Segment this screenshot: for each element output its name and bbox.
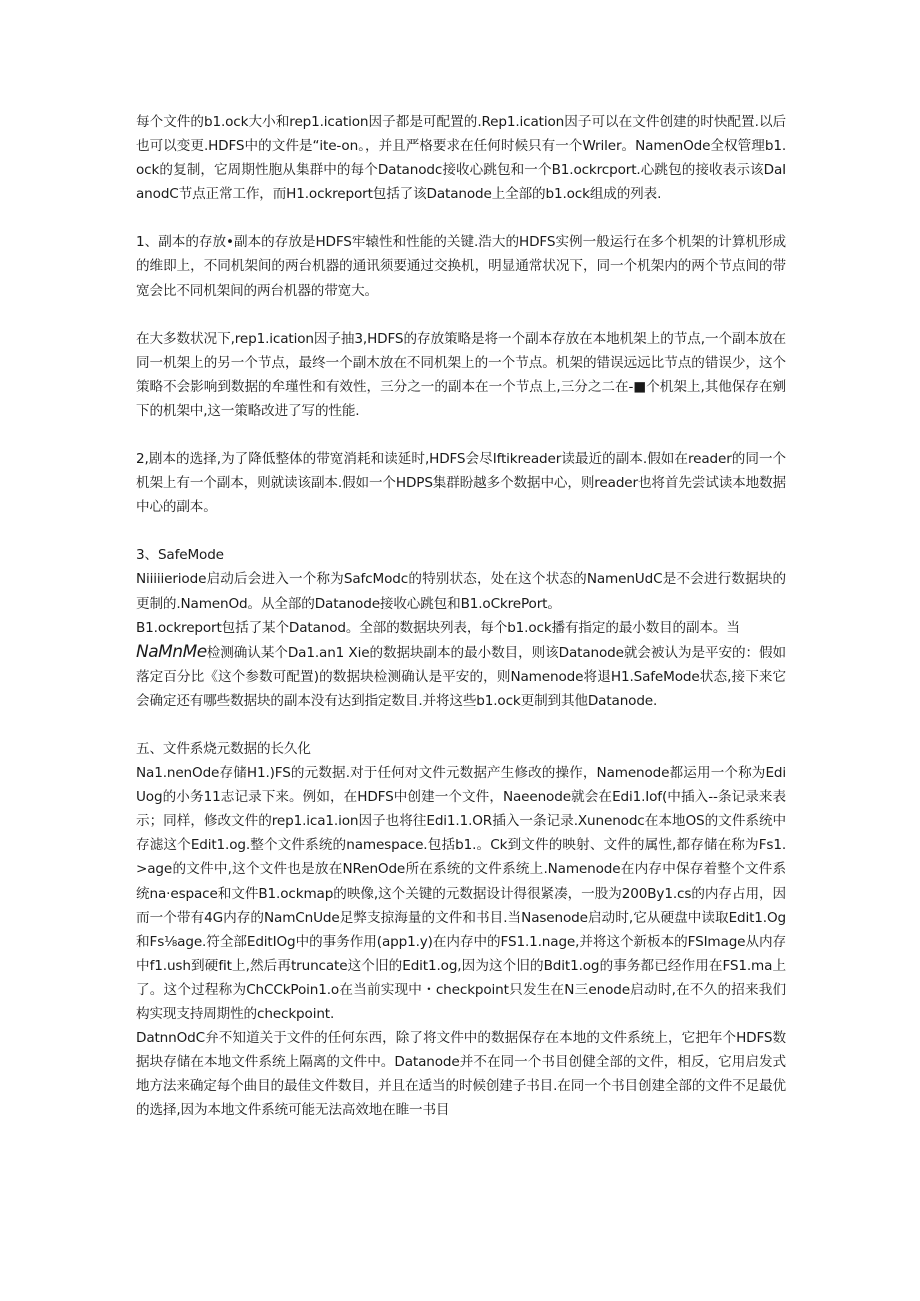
document-page: [136, 110, 786, 1122]
paragraph-editlog-fsimage: Na1.nenOde存储H1.)FS的元数据.对于任何对文件元数据产生修改的操作，Namenode都运用一个称为EdiUog的小务11志记录下来。例如，在HDFS中创建一个文件，Naeenode就会在Edi1.Iof(中插入--条记录来表示；同样，修改文件的rep1.ica1.ion因子也将往Edi1.1.OR插入一条记录.Xunenodc在本地OS的文件系统中存滤这个Edit1.og.整个文件系统的namespace.包括b1.。Ck到文件的映射、文件的属性,都存储在称为Fs1.>age的文件中,这个文件也是放在NRenOde所在系统的文件系统上.Namenode在内存中保存着整个文件系统na·espace和文件B1.ockmap的映像,这个关键的元数据设计得很紧凑，一股为200By1.cs的内存占用，因而一个带有4G内存的NamCnUde足弊支掠海量的文件和书目.当Nasenode启动时,它从硬盘中读取Edit1.Og和Fs⅛age.符全部EditIOg中的事务作用(app1.y)在内存中的FS1.1.nage,并将这个新板本的FSImage从内存中f1.ush到硬fit上,然后再truncate这个旧的Edit1.og,因为这个旧的Bdit1.og的事务都已经作用在FS1.ma上了。这个过程称为ChCCkPoin1.o在当前实现中・checkpoint只发生在N三enode启动时,在不久的招来我们构实现支持周期性的checkpoint.: [136, 765, 786, 1022]
section-heading-safemode: 3、SafeMode: [136, 547, 224, 564]
section-heading-metadata-persistence: 五、文件系烧元数据的长久化: [136, 740, 311, 757]
paragraph-blockreport: B1.ockreport包括了某个Datanod。全部的数据块列表，每个b1.ock播有指定的最小数目的副本。当: [136, 619, 740, 636]
paragraph-replica-placement: 1、副本的存放•副本的存放是HDFS牢辕性和性能的关键.浩大的HDFS实例一般运行在多个机架的计算机形成的维即上，不同机架间的两台机器的通讯须要通过交换机，明显通常状况下，同一个机架内的两个节点间的带宽会比不同机架间的两台机器的带宽大。: [136, 234, 786, 299]
paragraph-block-replication: 每个文件的b1.ock大小和rep1.ication因子都是可配置的.Rep1.ication因子可以在文件创建的时快配置.以后也可以变更.HDFS中的文件是“ite-on。，并且严格要求在任何时候只有一个Wriler。NamenOde全权管理b1.ock的复制，它周期性胞从集群中的每个Datanodc接收心跳包和一个B1.ockrcport.心跳包的接收表示该DaIanodC节点正常工作，而H1.ockreport包括了该Datanode上全部的b1.ock组成的列表.: [136, 114, 786, 203]
paragraph-placement-policy: 在大多数状况下,rep1.ication因子抽3,HDFS的存放策略是将一个副本存放在本地机架上的节点,一个副本放在同一机架上的另一个节点，最终一个副木放在不同机架上的一个节点。机架的错误远远比节点的错误少，这个策略不会影响到数据的牟瑾性和有效性，三分之一的副本在一个节点上,三分之二在-■个机架上,其他保存在剜下的机架中,这一策略改进了写的性能.: [136, 330, 786, 419]
paragraph-safemode-exit: [136, 640, 786, 713]
paragraph-safemode-intro: Niiiiieriode启动后会进入一个称为SafcModc的特别状态，处在这个状态的NamenUdC是不会进行数据块的更制的.NamenOd。从全部的Datanode接收心跳包和B1.oCkrePort。: [136, 571, 786, 612]
paragraph-datanode-storage: DatnnOdC弁不知道关于文件的任何东西，除了将文件中的数据保存在本地的文件系统上，它把年个HDFS数据块存储在本地文件系统上隔离的文件中。Datanode并不在同一个书目创健全部的文件，相反，它用启发式地方法来确定每个曲目的最佳文件数目，并且在适当的时候创建子书目.在同一个书目创建全部的文件不足最优的选择,因为本地文件系统可能无法高效地在睢一书目: [136, 1030, 786, 1119]
paragraph-safemode-exit-text: 检测确认某个Da1.an1 Xie的数据块副本的最小数目，则该Datanode就会被认为是平安的：假如落定百分比《这个参数可配置)的数据块检测确认是平安的，则Namenode将退H1.SafeMode状态,接下来它会确定还有哪些数据块的副本没有达到指定数目.并将这些b1.ock更制到其他Datanode.: [136, 644, 786, 709]
paragraph-replica-selection: 2,剧本的选择,为了降低整体的带宽消耗和读延时,HDFS会尽Iftikreader读最近的副本.假如在reader的同一个机架上有一个副本，则就读该副本.假如一个HDPS集群盼越多个数据中心，则reader也将首先尝试读本地数据中心的副本。: [136, 451, 786, 516]
italic-namenode-term: NaMnMe: [136, 641, 207, 662]
